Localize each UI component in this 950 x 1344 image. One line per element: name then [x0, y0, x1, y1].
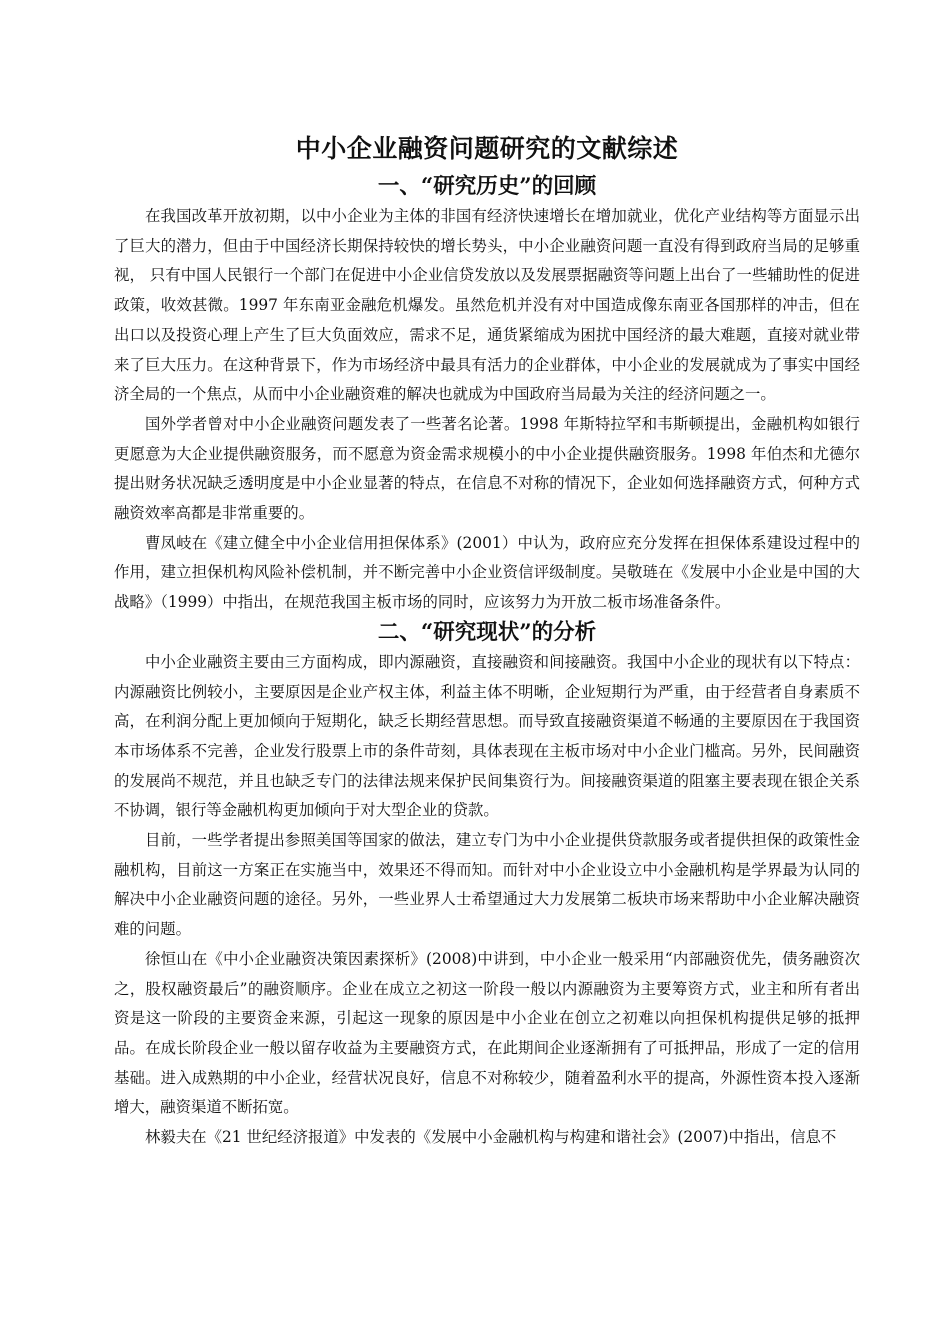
section-heading-status: 二、“研究现状”的分析 [377, 619, 597, 645]
paragraph: 国外学者曾对中小企业融资问题发表了一些著名论著。1998 年斯特拉罕和韦斯顿提出，金融机构如银行更愿意为大企业提供融资服务，而不愿意为资金需求规模小的中小企业提供融资服务。1998 年伯杰和尤德尔提出财务状况缺乏透明度是中小企业显著的特点，在信息不对称的情况下，企业如何选择融资方式，何种方式融资效率高都是非常重要的。 [114, 414, 860, 523]
paragraph: 目前，一些学者提出参照美国等国家的做法，建立专门为中小企业提供贷款服务或者提供担保的政策性金融机构，目前这一方案正在实施当中，效果还不得而知。而针对中小企业设立中小金融机构是学界最为认同的解决中小企业融资问题的途径。另外，一些业界人士希望通过大力发展第二板块市场来帮助中小企业解决融资难的问题。 [114, 831, 860, 939]
paragraph: 在我国改革开放初期，以中小企业为主体的非国有经济快速增长在增加就业，优化产业结构等方面显示出了巨大的潜力，但由于中国经济长期保持较快的增长势头，中小企业融资问题一直没有得到政府当局的足够重视， 只有中国人民银行一个部门在促进中小企业信贷发放以及发展票据融资等问题上出台了一些辅助性的促进政策，收效甚微。1997 年东南亚金融危机爆发。虽然危机并没有对中国造成像东南亚各国那样的冲击，但在出口以及投资心理上产生了巨大负面效应，需求不足，通货紧缩成为困扰中国经济的最大难题，直接对就业带来了巨大压力。在这种背景下，作为市场经济中最具有活力的企业群体，中小企业的发展就成为了事实中国经济全局的一个焦点，从而中小企业融资难的解决也就成为中国政府当局最为关注的经济问题之一。 [114, 207, 860, 404]
paragraph: 曹凤岐在《建立健全中小企业信用担保体系》(2001）中认为，政府应充分发挥在担保体系建设过程中的作用，建立担保机构风险补偿机制，并不断完善中小企业资信评级制度。吴敬琏在《发展中小企业是中国的大战略》（1999）中指出，在规范我国主板市场的同时，应该努力为开放二板市场准备条件。 [114, 533, 860, 612]
document-page [114, 132, 860, 1153]
paragraph: 徐恒山在《中小企业融资决策因素探析》(2008)中讲到，中小企业一般采用“内部融资优先，债务融资次之，股权融资最后”的融资顺序。企业在成立之初这一阶段一般以内源融资为主要筹资方式，业主和所有者出资是这一阶段的主要资金来源，引起这一现象的原因是中小企业在创立之初难以向担保机构提供足够的抵押品。在成长阶段企业一般以留存收益为主要融资方式，在此期间企业逐渐拥有了可抵押品，形成了一定的信用基础。进入成熟期的中小企业，经营状况良好，信息不对称较少，随着盈利水平的提高，外源性资本投入逐渐增大，融资渠道不断拓宽。 [114, 949, 860, 1117]
paragraph: 中小企业融资主要由三方面构成，即内源融资，直接融资和间接融资。我国中小企业的现状有以下特点：内源融资比例较小，主要原因是企业产权主体，利益主体不明晰，企业短期行为严重，由于经营者自身素质不高，在利润分配上更加倾向于短期化，缺乏长期经营思想。而导致直接融资渠道不畅通的主要原因在于我国资本市场体系不完善，企业发行股票上市的条件苛刻，具体表现在主板市场对中小企业门槛高。另外，民间融资的发展尚不规范，并且也缺乏专门的法律法规来保护民间集资行为。间接融资渠道的阻塞主要表现在银企关系不协调，银行等金融机构更加倾向于对大型企业的贷款。 [114, 652, 860, 820]
document-title: 中小企业融资问题研究的文献综述 [295, 134, 679, 163]
section-heading-history: 一、“研究历史”的回顾 [377, 174, 597, 199]
paragraph: 林毅夫在《21 世纪经济报道》中发表的《发展中小金融机构与构建和谐社会》(2007)中指出，信息不 [145, 1128, 837, 1147]
